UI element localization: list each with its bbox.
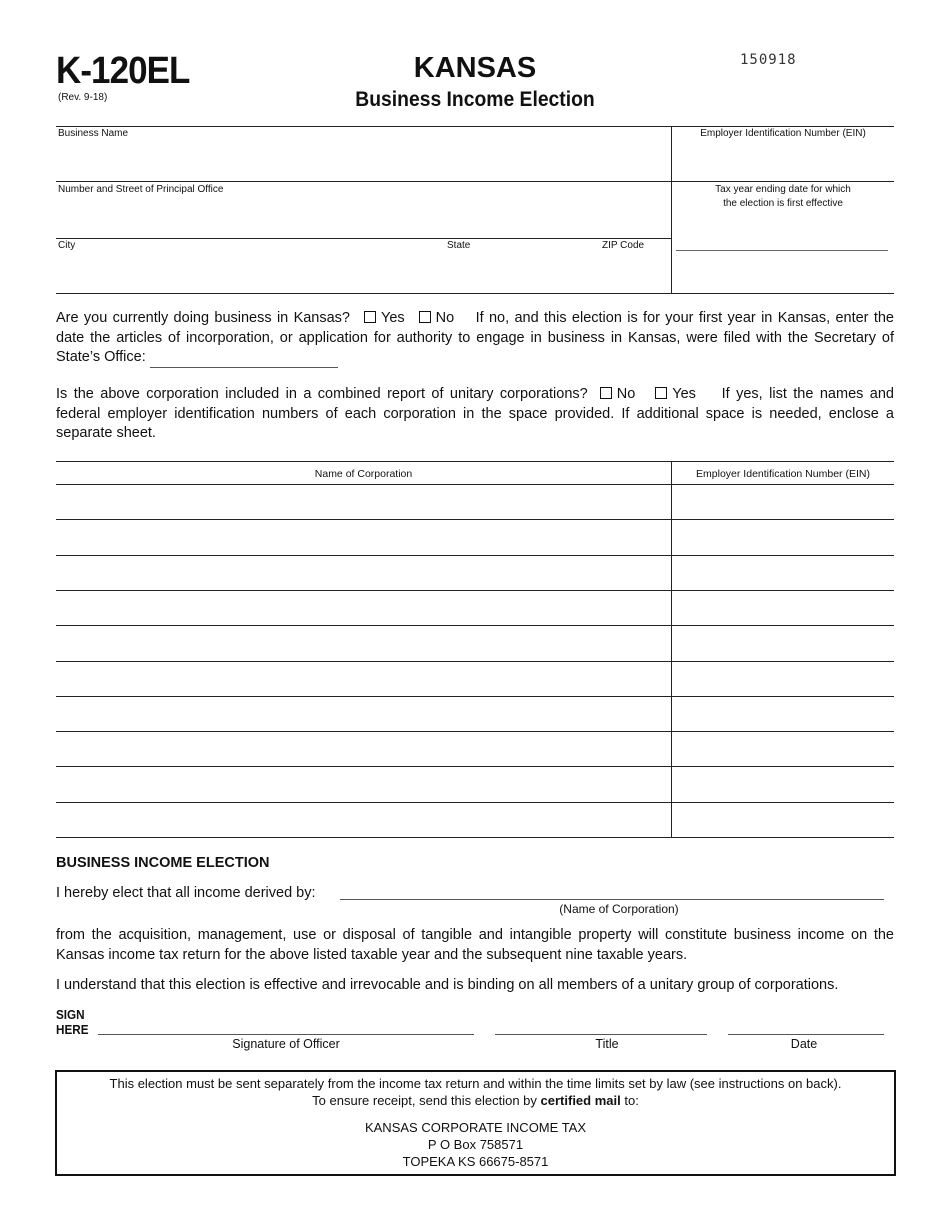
question-doing-business	[56, 309, 894, 368]
q1-text: Are you currently doing business in Kansas?	[56, 310, 351, 326]
table-column-divider	[671, 461, 672, 837]
q2-no-label: No	[616, 386, 636, 402]
mailing-line-2-post: to:	[620, 1093, 639, 1108]
mailing-instructions-box	[55, 1070, 896, 1176]
corporation-name-input[interactable]	[340, 899, 884, 900]
q1-yes-label: Yes	[381, 310, 405, 326]
table-header-name: Name of Corporation	[314, 468, 413, 480]
divider	[56, 238, 671, 239]
secretary-of-state-date-input[interactable]	[150, 353, 338, 368]
date-caption: Date	[790, 1037, 818, 1051]
table-row[interactable]	[56, 837, 894, 838]
table-row[interactable]	[56, 555, 894, 556]
certified-mail-text: certified mail	[540, 1093, 621, 1108]
sign-here-label	[56, 1007, 89, 1037]
table-row[interactable]	[56, 661, 894, 662]
table-header-ein: Employer Identification Number (EIN)	[696, 468, 870, 480]
address-line-3: TOPEKA KS 66675-8571	[402, 1154, 549, 1169]
sign-word: SIGN	[56, 1007, 85, 1022]
mailing-line-2	[57, 1093, 894, 1108]
q1-no-label: No	[435, 310, 455, 326]
title-caption: Title	[595, 1037, 619, 1051]
zip-label: ZIP Code	[602, 240, 645, 251]
table-row[interactable]	[56, 519, 894, 520]
title-input[interactable]	[495, 1034, 707, 1035]
q1-yes-checkbox[interactable]	[364, 311, 376, 323]
street-label: Number and Street of Principal Office	[58, 184, 224, 195]
q1-followup: If no, and this election is for your first year in Kansas, enter the date the articles of incorporation, or application for authority to engage in business in Kansas, were filed with the Secretary of State’s Office:	[56, 310, 894, 365]
q2-text: Is the above corporation included in a combined report of unitary corporations?	[56, 386, 588, 402]
form-title: Business Income Election	[355, 88, 595, 111]
table-row[interactable]	[56, 802, 894, 803]
signature-caption: Signature of Officer	[232, 1037, 340, 1051]
elect-text: I hereby elect that all income derived by:	[56, 885, 316, 901]
election-paragraph-2: I understand that this election is effective and irrevocable and is binding on all members of a unitary group of corporations.	[56, 977, 839, 993]
table-row[interactable]	[56, 766, 894, 767]
form-number: K-120EL	[56, 50, 190, 92]
divider	[56, 181, 894, 182]
q2-no-checkbox[interactable]	[600, 387, 612, 399]
address-line-1: KANSAS CORPORATE INCOME TAX	[364, 1120, 587, 1135]
corporation-name-caption: (Name of Corporation)	[559, 902, 679, 916]
election-paragraph-1: from the acquisition, management, use or disposal of tangible and intangible property will constitute business income on the Kansas income tax return for the above listed taxable year and the subsequent nine taxable years.	[56, 927, 894, 963]
q2-yes-checkbox[interactable]	[655, 387, 667, 399]
mailing-line-1: This election must be sent separately from the income tax return and within the time limits set by law (see instructions on back).	[109, 1076, 842, 1091]
table-row[interactable]	[56, 731, 894, 732]
form-state-title: KANSAS	[413, 52, 537, 84]
tax-year-input-line[interactable]	[676, 250, 888, 251]
table-top-border	[56, 461, 894, 462]
here-word: HERE	[56, 1022, 89, 1037]
state-label: State	[447, 240, 471, 251]
table-row[interactable]	[56, 625, 894, 626]
form-revision: (Rev. 9-18)	[58, 92, 108, 103]
election-heading: BUSINESS INCOME ELECTION	[56, 855, 270, 871]
ein-label: Employer Identification Number (EIN)	[700, 128, 866, 139]
mailing-line-2-pre: To ensure receipt, send this election by	[312, 1093, 541, 1108]
tax-year-label-1: Tax year ending date for which	[715, 184, 851, 195]
signature-input[interactable]	[98, 1034, 474, 1035]
table-header-border	[56, 484, 894, 485]
form-code: 150918	[740, 52, 797, 68]
tax-year-label-2: the election is first effective	[723, 198, 843, 209]
table-row[interactable]	[56, 590, 894, 591]
q2-followup: If yes, list the names and federal employer identification numbers of each corporation in the space provided. If additional space is needed, enclose a separate sheet.	[56, 386, 894, 441]
q1-no-checkbox[interactable]	[419, 311, 431, 323]
city-label: City	[58, 240, 76, 251]
date-input[interactable]	[728, 1034, 884, 1035]
address-line-2: P O Box 758571	[427, 1137, 524, 1152]
business-name-label: Business Name	[58, 128, 129, 139]
q2-yes-label: Yes	[672, 386, 696, 402]
table-row[interactable]	[56, 696, 894, 697]
divider	[56, 293, 894, 294]
question-combined-report	[56, 385, 894, 444]
